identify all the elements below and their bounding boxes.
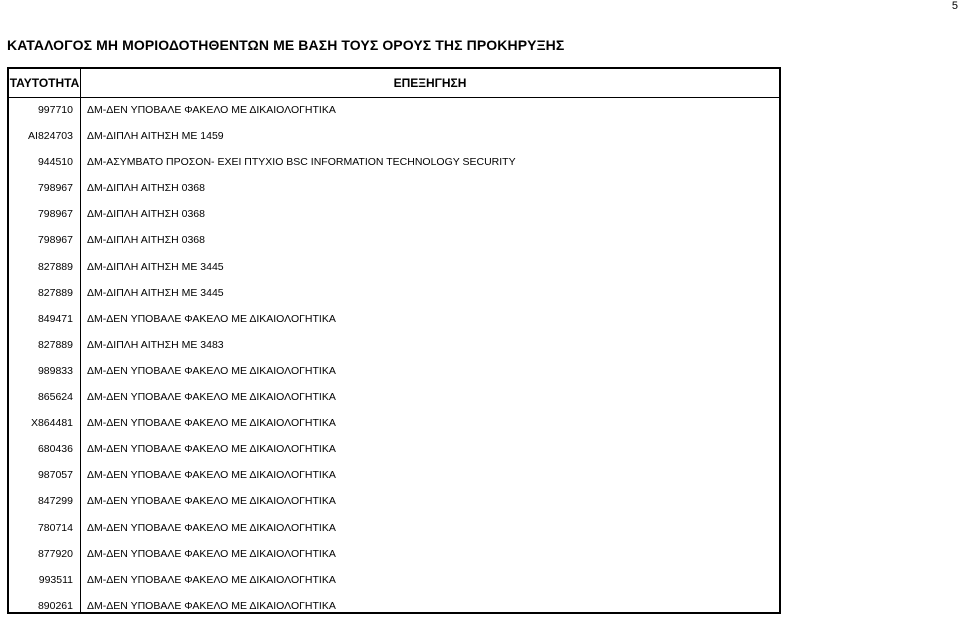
table-row bbox=[9, 594, 779, 620]
cell-id: 827889 bbox=[37, 260, 73, 273]
page-title: ΚΑΤΑΛΟΓΟΣ ΜΗ ΜΟΡΙΟΔΟΤΗΘΕΝΤΩΝ ΜΕ ΒΑΣΗ ΤΟΥΣ ΟΡΟΥΣ ΤΗΣ ΠΡΟΚΗΡΥΞΗΣ bbox=[7, 37, 565, 53]
cell-id: 680436 bbox=[37, 443, 73, 456]
header-explanation: ΕΠΕΞΗΓΗΣΗ bbox=[393, 76, 467, 90]
cell-id: 847299 bbox=[37, 495, 73, 508]
cell-explanation: ΔΜ-ΔΙΠΛΗ ΑΙΤΗΣΗ ΜΕ 3483 bbox=[87, 338, 224, 351]
cell-explanation: ΔΜ-ΔΕΝ ΥΠΟΒΑΛΕ ΦΑΚΕΛΟ ΜΕ ΔΙΚΑΙΟΛΟΓΗΤΙΚΑ bbox=[87, 495, 336, 508]
cell-id: 944510 bbox=[37, 156, 73, 169]
cell-id: 849471 bbox=[37, 312, 73, 325]
cell-id: 987057 bbox=[37, 469, 73, 482]
cell-id: 798967 bbox=[37, 234, 73, 247]
cell-id: 827889 bbox=[37, 338, 73, 351]
cell-id: 780714 bbox=[37, 521, 73, 534]
candidates-table bbox=[7, 67, 781, 614]
table-row bbox=[9, 228, 779, 254]
table-row bbox=[9, 359, 779, 385]
cell-explanation: ΔΜ-ΔΕΝ ΥΠΟΒΑΛΕ ΦΑΚΕΛΟ ΜΕ ΔΙΚΑΙΟΛΟΓΗΤΙΚΑ bbox=[87, 573, 336, 586]
header-id: ΤΑΥΤΟΤΗΤΑ bbox=[9, 76, 80, 90]
cell-explanation: ΔΜ-ΔΕΝ ΥΠΟΒΑΛΕ ΦΑΚΕΛΟ ΜΕ ΔΙΚΑΙΟΛΟΓΗΤΙΚΑ bbox=[87, 599, 336, 612]
table-row bbox=[9, 202, 779, 228]
cell-explanation: ΔΜ-ΔΙΠΛΗ ΑΙΤΗΣΗ ΜΕ 3445 bbox=[87, 286, 224, 299]
table-header bbox=[9, 69, 779, 97]
table-row bbox=[9, 124, 779, 150]
cell-id: 890261 bbox=[37, 599, 73, 612]
cell-id: 993511 bbox=[38, 573, 73, 586]
cell-explanation: ΔΜ-ΔΕΝ ΥΠΟΒΑΛΕ ΦΑΚΕΛΟ ΜΕ ΔΙΚΑΙΟΛΟΓΗΤΙΚΑ bbox=[87, 547, 336, 560]
table-body bbox=[9, 98, 779, 620]
cell-explanation: ΔΜ-ΔΕΝ ΥΠΟΒΑΛΕ ΦΑΚΕΛΟ ΜΕ ΔΙΚΑΙΟΛΟΓΗΤΙΚΑ bbox=[87, 417, 336, 430]
table-row bbox=[9, 463, 779, 489]
table-row bbox=[9, 307, 779, 333]
table-row bbox=[9, 281, 779, 307]
cell-id: 798967 bbox=[37, 208, 73, 221]
table-row bbox=[9, 98, 779, 124]
table-row bbox=[9, 150, 779, 176]
cell-id: 865624 bbox=[37, 391, 73, 404]
cell-explanation: ΔΜ-ΔΙΠΛΗ ΑΙΤΗΣΗ 0368 bbox=[87, 182, 205, 195]
cell-id: 827889 bbox=[37, 286, 73, 299]
table-row bbox=[9, 489, 779, 515]
cell-explanation: ΔΜ-ΑΣΥΜΒΑΤΟ ΠΡΟΣΟΝ- ΕΧΕΙ ΠΤΥΧΙΟ BSC INFORMATION TECHNOLOGY SECURITY bbox=[87, 156, 516, 169]
cell-explanation: ΔΜ-ΔΕΝ ΥΠΟΒΑΛΕ ΦΑΚΕΛΟ ΜΕ ΔΙΚΑΙΟΛΟΓΗΤΙΚΑ bbox=[87, 312, 336, 325]
cell-explanation: ΔΜ-ΔΕΝ ΥΠΟΒΑΛΕ ΦΑΚΕΛΟ ΜΕ ΔΙΚΑΙΟΛΟΓΗΤΙΚΑ bbox=[87, 104, 336, 116]
cell-id: 798967 bbox=[37, 182, 73, 195]
table-row bbox=[9, 385, 779, 411]
cell-explanation: ΔΜ-ΔΙΠΛΗ ΑΙΤΗΣΗ ΜΕ 1459 bbox=[87, 130, 224, 143]
cell-id: 877920 bbox=[37, 547, 73, 560]
cell-explanation: ΔΜ-ΔΕΝ ΥΠΟΒΑΛΕ ΦΑΚΕΛΟ ΜΕ ΔΙΚΑΙΟΛΟΓΗΤΙΚΑ bbox=[87, 521, 336, 534]
cell-id: AI824703 bbox=[28, 130, 73, 143]
cell-explanation: ΔΜ-ΔΕΝ ΥΠΟΒΑΛΕ ΦΑΚΕΛΟ ΜΕ ΔΙΚΑΙΟΛΟΓΗΤΙΚΑ bbox=[87, 443, 336, 456]
table-row bbox=[9, 255, 779, 281]
cell-explanation: ΔΜ-ΔΙΠΛΗ ΑΙΤΗΣΗ 0368 bbox=[87, 208, 205, 221]
cell-id: 989833 bbox=[37, 364, 73, 377]
cell-explanation: ΔΜ-ΔΙΠΛΗ ΑΙΤΗΣΗ ΜΕ 3445 bbox=[87, 260, 224, 273]
table-row bbox=[9, 333, 779, 359]
page-number: 5 bbox=[951, 0, 958, 12]
cell-id: 997710 bbox=[37, 104, 73, 116]
table-row bbox=[9, 568, 779, 594]
table-row bbox=[9, 437, 779, 463]
table-row bbox=[9, 542, 779, 568]
cell-explanation: ΔΜ-ΔΕΝ ΥΠΟΒΑΛΕ ΦΑΚΕΛΟ ΜΕ ΔΙΚΑΙΟΛΟΓΗΤΙΚΑ bbox=[87, 364, 336, 377]
table-row bbox=[9, 516, 779, 542]
table-row bbox=[9, 176, 779, 202]
cell-id: X864481 bbox=[30, 417, 73, 430]
cell-explanation: ΔΜ-ΔΕΝ ΥΠΟΒΑΛΕ ΦΑΚΕΛΟ ΜΕ ΔΙΚΑΙΟΛΟΓΗΤΙΚΑ bbox=[87, 391, 336, 404]
cell-explanation: ΔΜ-ΔΕΝ ΥΠΟΒΑΛΕ ΦΑΚΕΛΟ ΜΕ ΔΙΚΑΙΟΛΟΓΗΤΙΚΑ bbox=[87, 469, 336, 482]
table-row bbox=[9, 411, 779, 437]
cell-explanation: ΔΜ-ΔΙΠΛΗ ΑΙΤΗΣΗ 0368 bbox=[87, 234, 205, 247]
